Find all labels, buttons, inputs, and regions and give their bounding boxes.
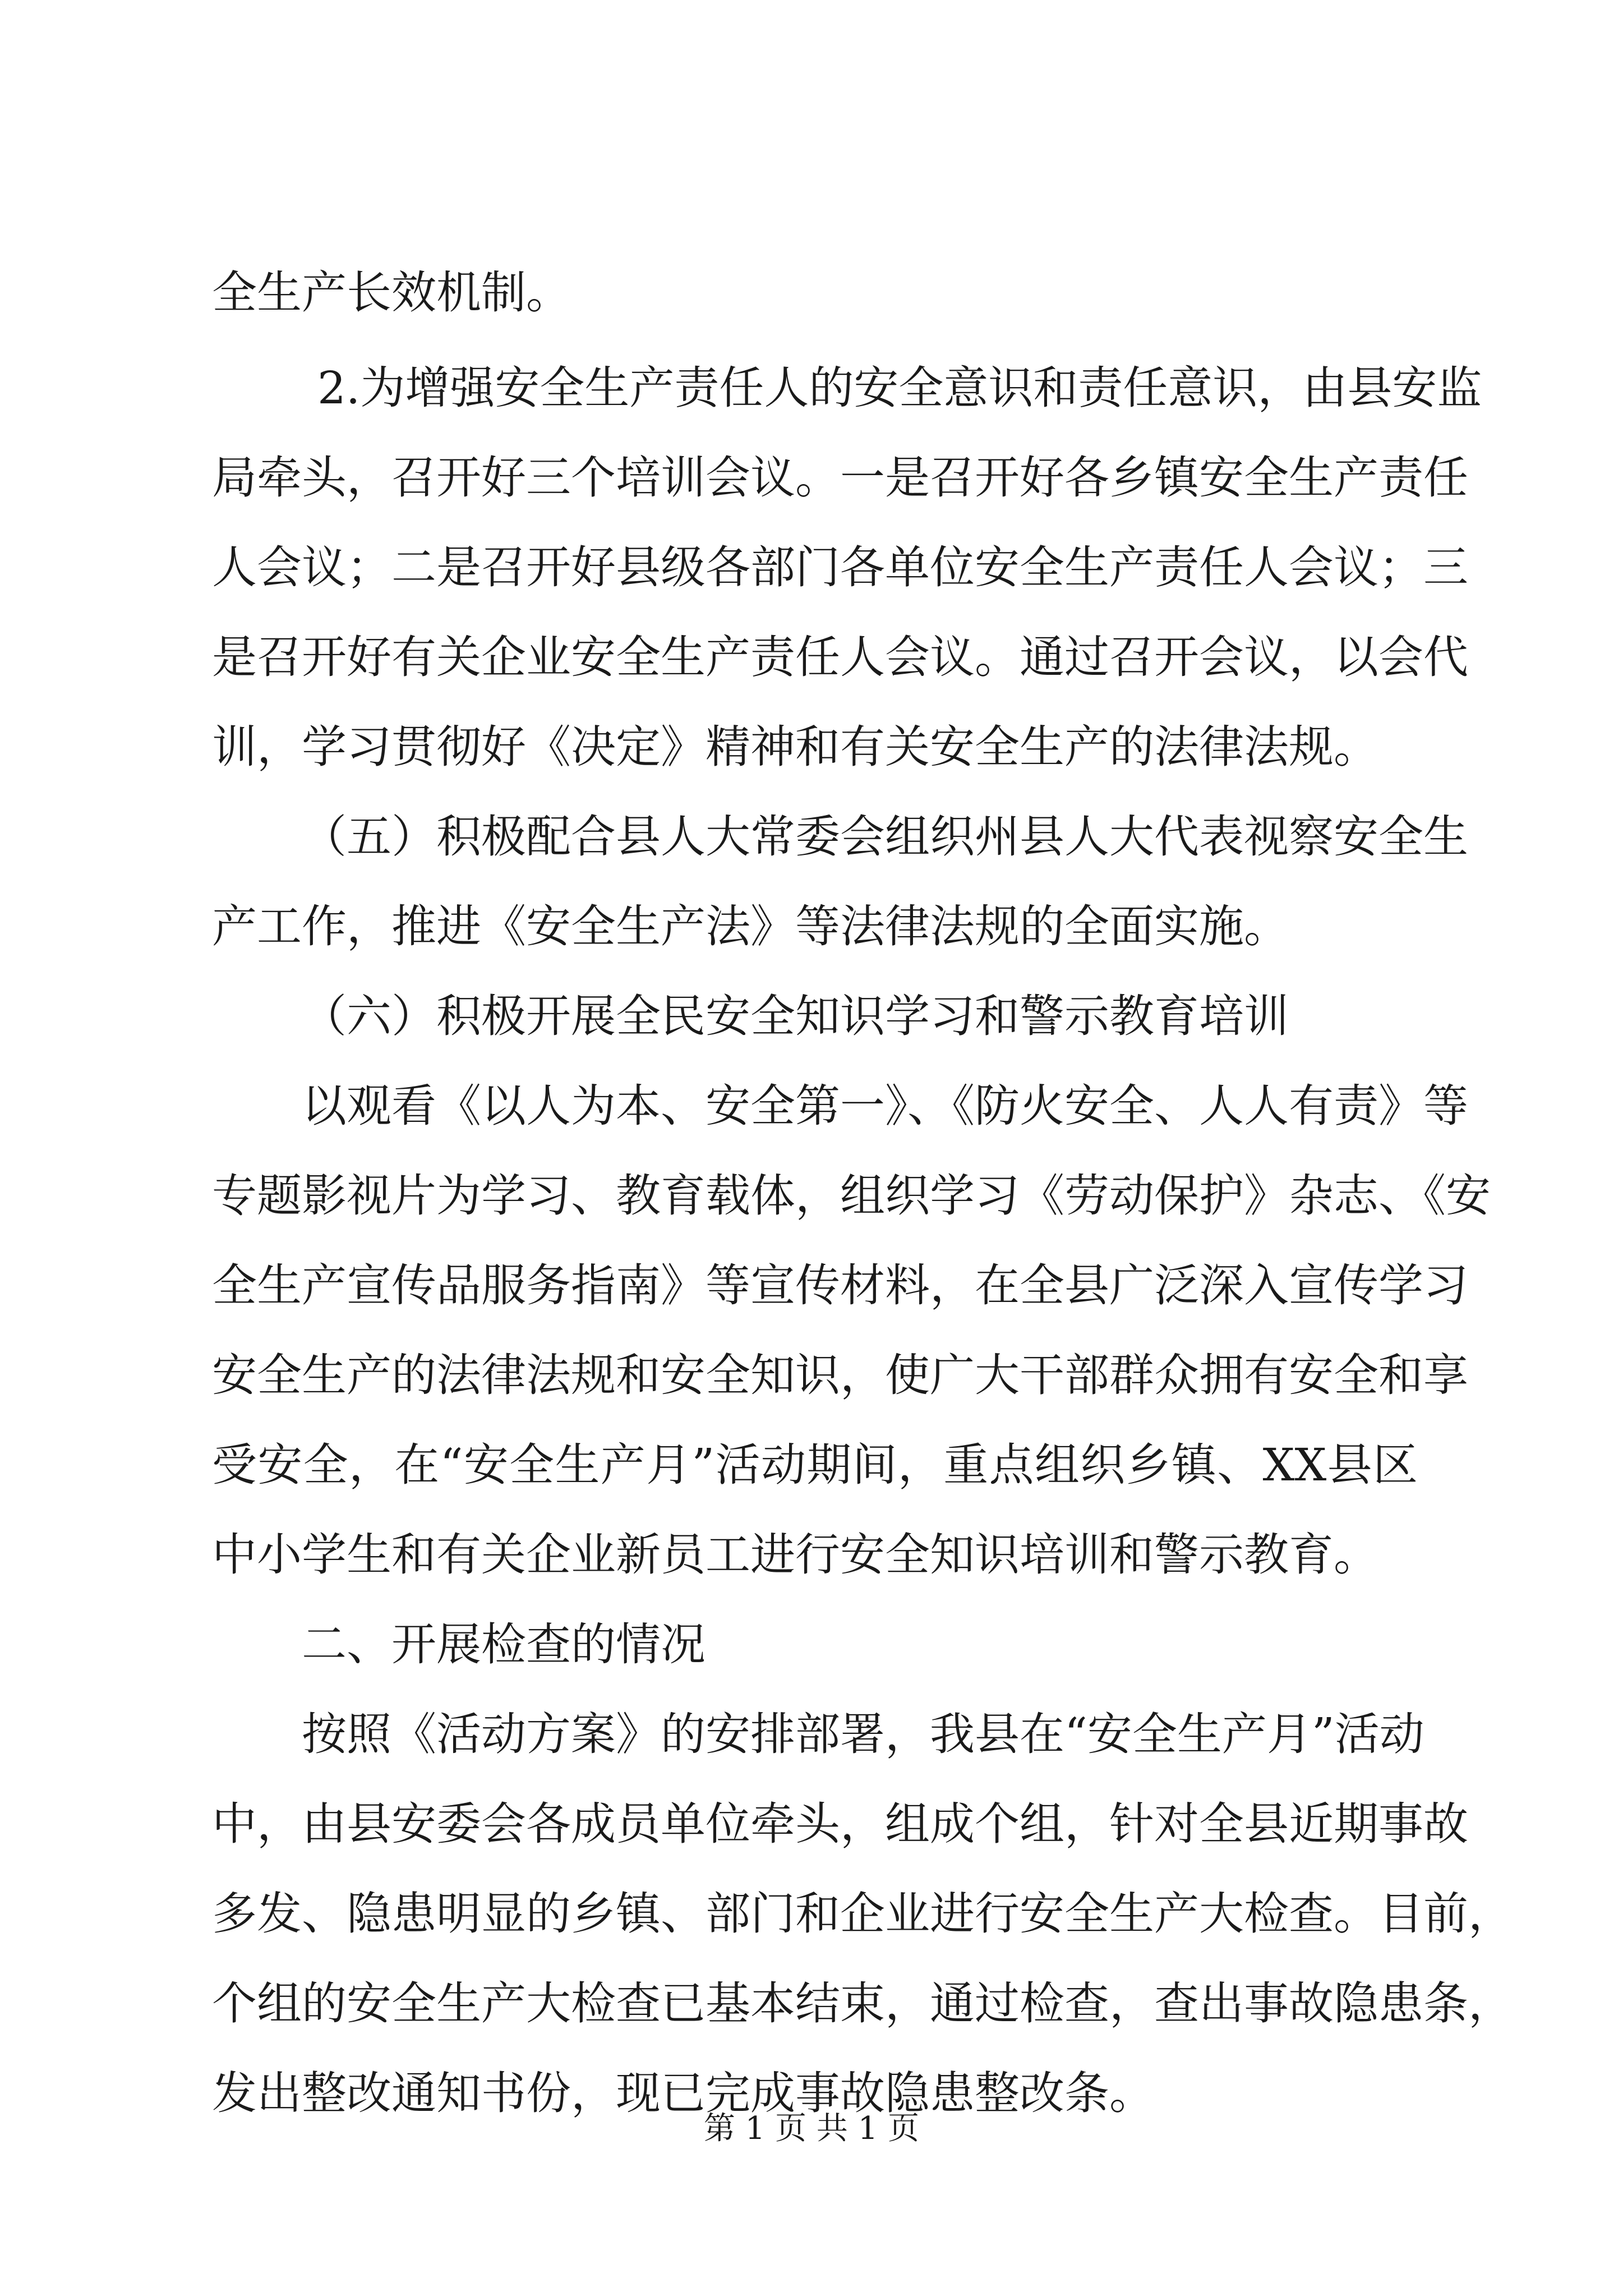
text-line: 中小学生和有关企业新员工进行安全知识培训和警示教育。 <box>212 1529 1378 1581</box>
section-heading: 二、开展检查的情况 <box>302 1618 706 1671</box>
text-line: 安全生产的法律法规和安全知识，使广大干部群众拥有安全和享 <box>212 1349 1468 1401</box>
text-line: 以观看《以人为本、安全第一》、《防火安全、人人有责》等 <box>302 1080 1468 1132</box>
text-line: 2.为增强安全生产责任人的安全意识和责任意识，由县安监 <box>317 362 1482 414</box>
text-line: 训，学习贯彻好《决定》精神和有关安全生产的法律法规。 <box>212 721 1378 773</box>
text-line: 全生产宣传品服务指南》等宣传材料，在全县广泛深入宣传学习 <box>212 1259 1468 1312</box>
text-line: 专题影视片为学习、教育载体，组织学习《劳动保护》杂志、《安 <box>212 1170 1491 1222</box>
text-line: 个组的安全生产大检查已基本结束，通过检查，查出事故隐患条， <box>212 1977 1513 2030</box>
text-line: 受安全，在“安全生产月”活动期间，重点组织乡镇、XX县区 <box>212 1439 1418 1491</box>
text-line: 按照《活动方案》的安排部署，我县在“安全生产月”活动 <box>302 1708 1424 1760</box>
text-line: 中，由县安委会各成员单位牵头，组成个组，针对全县近期事故 <box>212 1798 1468 1850</box>
text-line: （五）积极配合县人大常委会组织州县人大代表视察安全生 <box>302 811 1468 863</box>
text-line: 局牵头，召开好三个培训会议。一是召开好各乡镇安全生产责任 <box>212 452 1468 504</box>
section-heading: （六）积极开展全民安全知识学习和警示教育培训 <box>302 990 1289 1042</box>
text-line: 全生产长效机制。 <box>212 266 571 319</box>
text-line: 是召开好有关企业安全生产责任人会议。通过召开会议，以会代 <box>212 631 1468 683</box>
text-line: 人会议；二是召开好县级各部门各单位安全生产责任人会议；三 <box>212 541 1468 593</box>
text-line: 产工作，推进《安全生产法》等法律法规的全面实施。 <box>212 900 1289 953</box>
text-line: 多发、隐患明显的乡镇、部门和企业进行安全生产大检查。目前， <box>212 1888 1513 1940</box>
page-number-footer: 第 1 页 共 1 页 <box>703 2110 920 2147</box>
text-line: 发出整改通知书份，现已完成事故隐患整改条。 <box>212 2067 1154 2119</box>
